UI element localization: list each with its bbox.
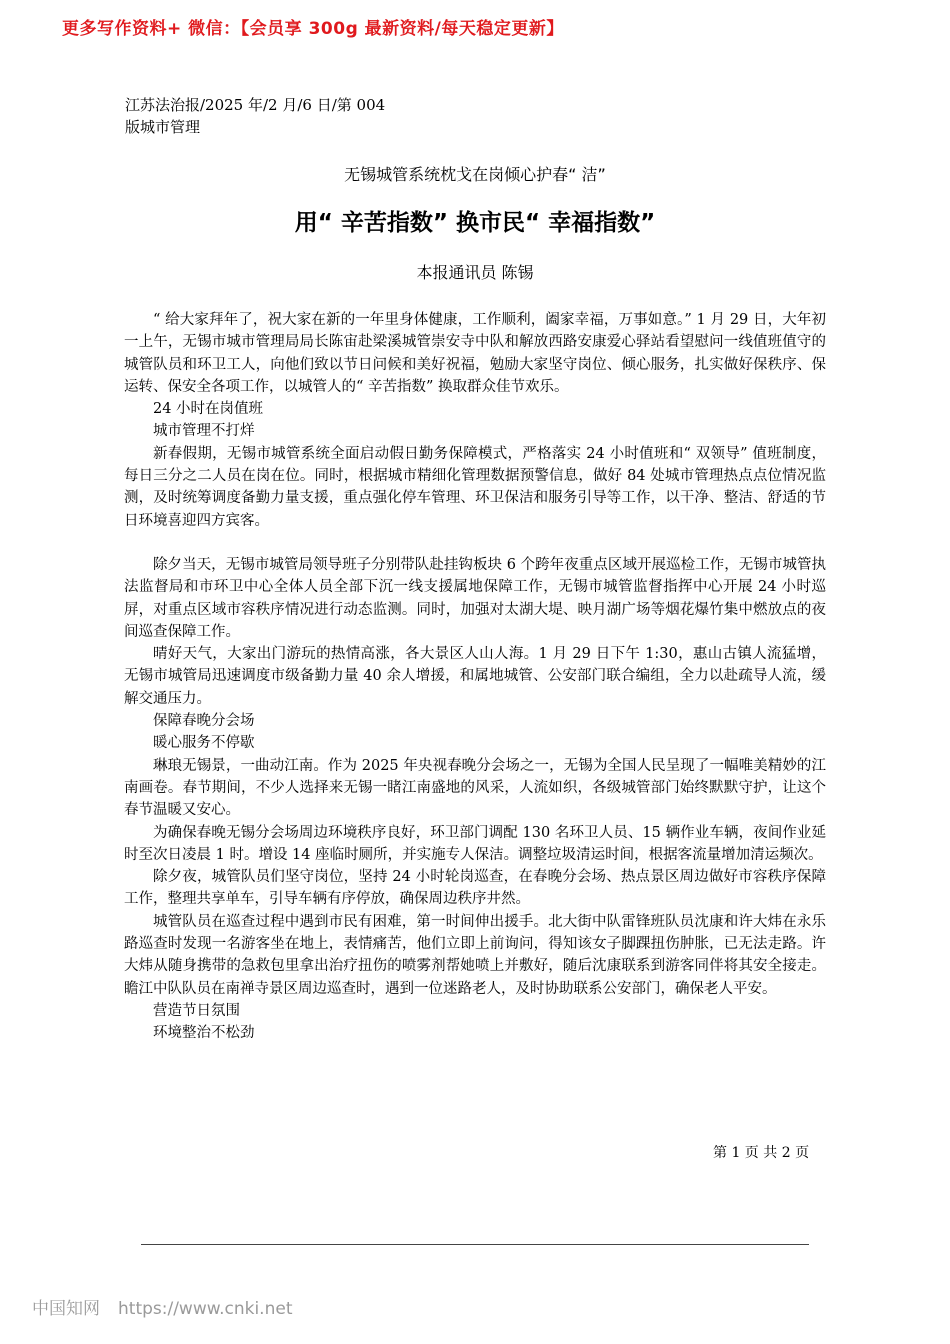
paragraph: 为确保春晚无锡分会场周边环境秩序良好，环卫部门调配 130 名环卫人员、15 辆作业车辆，夜间作业延时至次日凌晨 1 时。增设 14 座临时厕所，并实施专人保洁。调整垃圾清运时间，根据客流量增加清运频次。 (124, 824, 826, 863)
promo-banner: 更多写作资料+ 微信：【会员享 300g 最新资料/每天稳定更新】 (62, 19, 564, 39)
paragraph: 除夕夜，城管队员们坚守岗位，坚持 24 小时轮岗巡查，在春晚分会场、热点景区周边做好市容秩序保障工作，整理共享单车，引导车辆有序停放，确保周边秩序井然。 (124, 869, 826, 908)
paragraph: “ 给大家拜年了，祝大家在新的一年里身体健康，工作顺利，阖家幸福，万事如意。” 1 月 29 日，大年初一上午，无锡市城市管理局局长陈宙赴梁溪城管崇安寺中队和解放西路安康爱心驿站看望慰问一线值班值守的城管队员和环卫工人，向他们致以节日问候和美好祝福，勉励大家坚守岗位、倾心服务，扎实做好保秩序、保运转、保安全各项工作，以城管人的“ 辛苦指数” 换取群众佳节欢乐。 (124, 312, 826, 395)
section-heading: 环境整治不松劲 (153, 1025, 255, 1042)
section-heading: 城市管理不打烊 (153, 423, 255, 440)
paragraph: 城管队员在巡查过程中遇到市民有困难，第一时间伸出援手。北大街中队雷锋班队员沈康和许大炜在永乐路巡查时发现一名游客坐在地上，表情痛苦，他们立即上前询问，得知该女子脚踝扭伤肿胀，已无法走路。许大炜从随身携带的急救包里拿出治疗扭伤的喷雾剂帮她喷上并敷好，随后沈康联系到游客同伴将其安全接走。瞻江中队队员在南禅寺景区周边巡查时，遇到一位迷路老人，及时协助联系公安部门，确保老人平安。 (124, 913, 826, 997)
paragraph: 新春假期，无锡市城管系统全面启动假日勤务保障模式，严格落实 24 小时值班和“ 双领导” 值班制度，每日三分之二人员在岗在位。同时，根据城市精细化管理数据预警信息，做好 84 处城市管理热点点位情况监测，及时统筹调度备勤力量支援，重点强化停车管理、环卫保洁和服务引导等工作，以干净、整洁、舒适的节日环境喜迎四方宾客。 (124, 445, 826, 529)
article-title: 用“ 辛苦指数” 换市民“ 幸福指数” (294, 210, 656, 236)
page-indicator: 第 1 页 共 2 页 (713, 1145, 810, 1161)
footer-url[interactable]: https://www.cnki.net (118, 1299, 293, 1319)
source-line-2: 版城市管理 (125, 118, 201, 136)
footer-brand: 中国知网 (32, 1299, 100, 1319)
article-byline: 本报通讯员 陈锡 (416, 263, 534, 282)
source-line-1: 江苏法治报/2025 年/2 月/6 日/第 004 (125, 96, 386, 114)
footer-divider (141, 1244, 809, 1245)
section-heading: 营造节日氛围 (153, 1002, 240, 1019)
section-heading: 保障春晚分会场 (153, 713, 255, 730)
paragraph: 琳琅无锡景，一曲动江南。作为 2025 年央视春晚分会场之一，无锡为全国人民呈现了一幅唯美精妙的江南画卷。春节期间，不少人选择来无锡一睹江南盛地的风采，人流如织，各级城管部门始终默默守护，让这个春节温暖又安心。 (124, 757, 826, 819)
source-citation (125, 94, 385, 138)
article-subtitle: 无锡城管系统枕戈在岗倾心护春“ 洁” (344, 165, 606, 184)
footer (32, 1294, 310, 1319)
section-heading: 24 小时在岗值班 (153, 401, 264, 418)
paragraph: 除夕当天，无锡市城管局领导班子分别带队赴挂钩板块 6 个跨年夜重点区域开展巡检工作，无锡市城管执法监督局和市环卫中心全体人员全部下沉一线支援属地保障工作，无锡市城管监督指挥中心开展 24 小时巡屏，对重点区域市容秩序情况进行动态监测。同时，加强对太湖大堤、映月湖广场等烟花爆竹集中燃放点的夜间巡查保障工作。 (124, 556, 826, 640)
section-heading: 暖心服务不停歇 (153, 735, 255, 752)
article-body (124, 309, 826, 1045)
paragraph: 晴好天气，大家出门游玩的热情高涨，各大景区人山人海。1 月 29 日下午 1:30，惠山古镇人流猛增，无锡市城管局迅速调度市级备勤力量 40 余人增援，和属地城管、公安部门联合编组，全力以赴疏导人流，缓解交通压力。 (124, 646, 826, 707)
